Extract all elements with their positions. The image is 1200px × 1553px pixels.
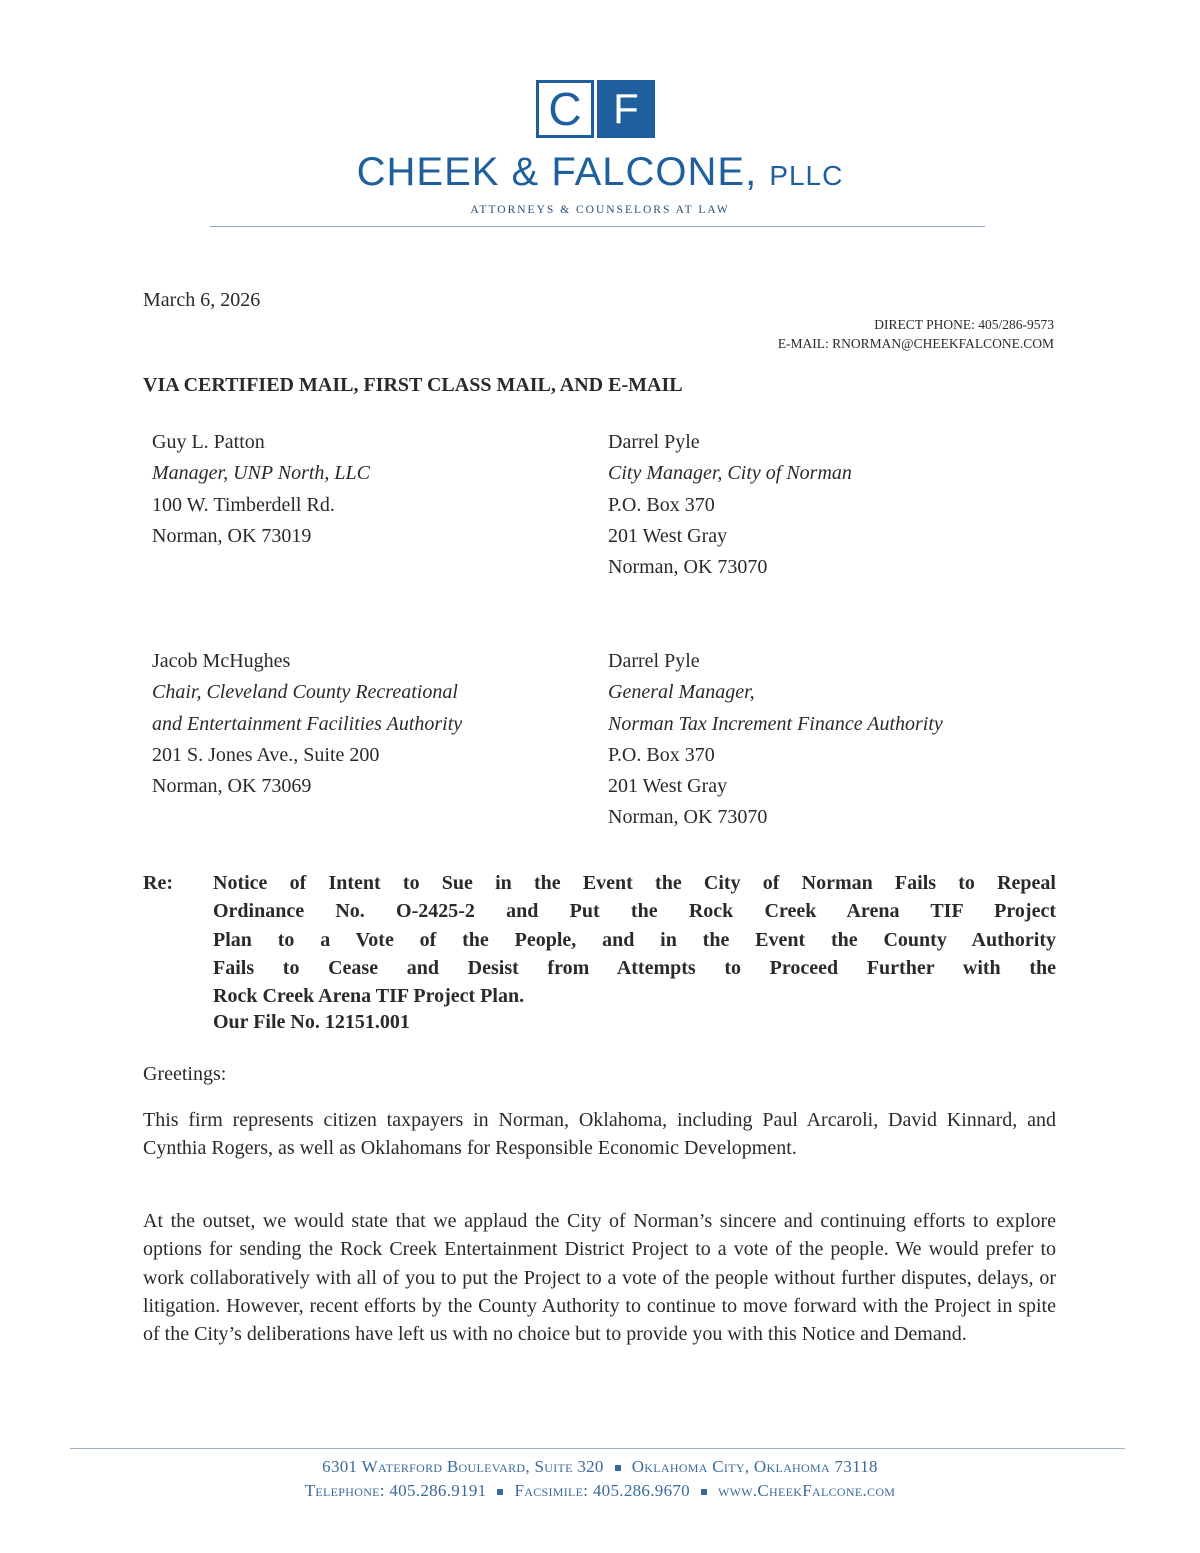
bullet-square-icon: [615, 1465, 621, 1471]
recipient-name: Darrel Pyle: [608, 650, 700, 672]
recipient-city: Norman, OK 73070: [608, 556, 768, 579]
firm-tagline: ATTORNEYS & COUNSELORS AT LAW: [470, 204, 730, 216]
footer-contact: [0, 1481, 1200, 1501]
recipient-city: Norman, OK 73070: [608, 806, 768, 829]
body-paragraph: At the outset, we would state that we applaud the City of Norman’s sincere and continuing efforts to explore options for sending the Rock Creek Entertainment District Project to a vote of the people. We would prefer to work collaboratively with all of you to put the Project to a vote of the people without further disputes, delays, or litigation. However, recent efforts by the County Authority to continue to move forward with the Project in spite of the City’s deliberations have left us with no choice but to provide you with this Notice and Demand.: [143, 1210, 1056, 1346]
re-subject: [213, 869, 1056, 1010]
recipient-po-box: P.O. Box 370: [608, 743, 715, 766]
re-subject-line: Fails to Cease and Desist from Attempts to Proceed Further with the: [213, 956, 1056, 979]
recipient-street: 201 West Gray: [608, 775, 728, 798]
footer-address: [0, 1457, 1200, 1477]
recipient-title: City Manager, City of Norman: [608, 462, 852, 485]
recipient-address: [608, 646, 943, 834]
body-paragraph: This firm represents citizen taxpayers in Norman, Oklahoma, including Paul Arcaroli, David Kinnard, and Cynthia Rogers, as well as Oklahomans for Responsible Economic Development.: [143, 1109, 1056, 1160]
firm-name-suffix: PLLC: [769, 160, 844, 191]
recipient-title: Norman Tax Increment Finance Authority: [608, 712, 943, 735]
recipient-address: [608, 427, 852, 583]
recipient-title: General Manager,: [608, 681, 755, 704]
footer-divider: [70, 1448, 1125, 1449]
bullet-square-icon: [497, 1489, 503, 1495]
recipient-address: [152, 646, 462, 802]
recipient-street: 201 S. Jones Ave., Suite 200: [152, 743, 380, 766]
footer-website: www.CheekFalcone.com: [717, 1481, 896, 1500]
firm-name: [0, 150, 1200, 195]
recipient-name: Darrel Pyle: [608, 431, 700, 453]
salutation: Greetings:: [143, 1063, 227, 1085]
bullet-square-icon: [701, 1489, 707, 1495]
recipient-name: Guy L. Patton: [152, 431, 265, 453]
recipient-address: [152, 427, 370, 552]
recipient-title: Chair, Cleveland County Recreational: [152, 681, 458, 704]
footer-city: Oklahoma City, Oklahoma 73118: [631, 1457, 878, 1476]
recipient-title: and Entertainment Facilities Authority: [152, 712, 463, 735]
file-number: Our File No. 12151.001: [213, 1011, 410, 1033]
logo-f-box: F: [597, 80, 655, 138]
footer-telephone: Telephone: 405.286.9191: [304, 1481, 487, 1500]
re-subject-line: Rock Creek Arena TIF Project Plan.: [213, 985, 525, 1008]
recipient-city: Norman, OK 73069: [152, 775, 312, 798]
re-subject-line: Plan to a Vote of the People, and in the Event the County Authority: [213, 928, 1056, 951]
recipient-street: 100 W. Timberdell Rd.: [152, 493, 335, 516]
recipient-name: Jacob McHughes: [152, 650, 291, 672]
sender-contact: [778, 315, 1054, 353]
logo-c-box: C: [536, 80, 594, 138]
recipient-title: Manager, UNP North, LLC: [152, 462, 371, 485]
re-label: Re:: [143, 872, 173, 894]
firm-name-text: CHEEK & FALCONE,: [356, 150, 758, 194]
re-subject-line: Ordinance No. O-2425-2 and Put the Rock Creek Arena TIF Project: [213, 900, 1056, 923]
letterhead-divider: [210, 226, 985, 227]
footer-facsimile: Facsimile: 405.286.9670: [514, 1481, 690, 1500]
sender-email: E-MAIL: RNORMAN@CHEEKFALCONE.COM: [777, 336, 1054, 351]
letter-date: March 6, 2026: [143, 289, 261, 311]
footer-street: 6301 Waterford Boulevard, Suite 320: [322, 1457, 604, 1476]
recipient-po-box: P.O. Box 370: [608, 493, 715, 516]
re-subject-line: Notice of Intent to Sue in the Event the City of Norman Fails to Repeal: [213, 872, 1056, 894]
recipient-city: Norman, OK 73019: [152, 524, 312, 547]
delivery-method: VIA CERTIFIED MAIL, FIRST CLASS MAIL, AND E-MAIL: [143, 374, 683, 396]
direct-phone: DIRECT PHONE: 405/286-9573: [874, 317, 1054, 332]
recipient-street: 201 West Gray: [608, 524, 728, 547]
